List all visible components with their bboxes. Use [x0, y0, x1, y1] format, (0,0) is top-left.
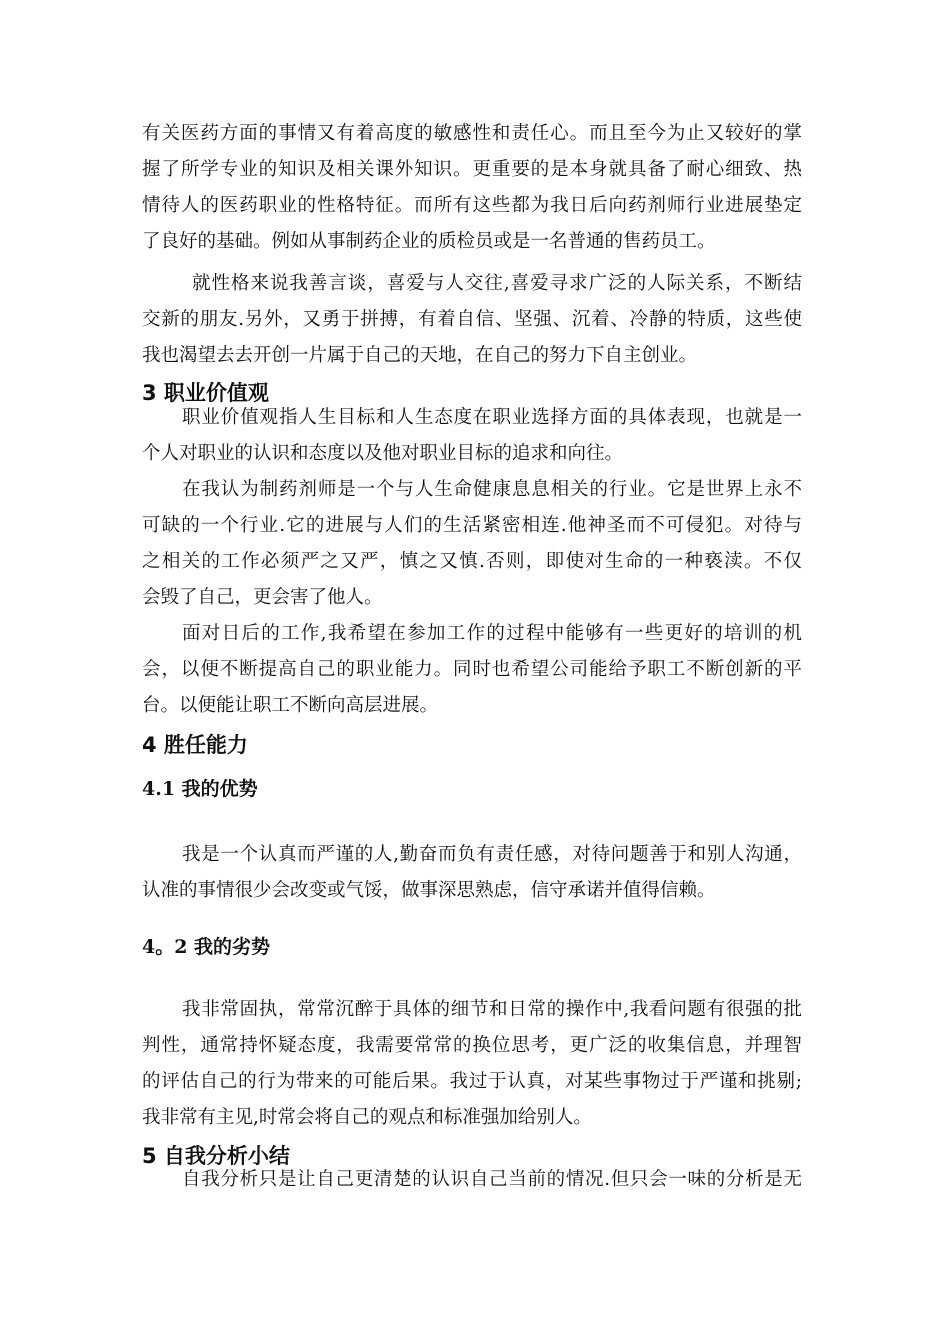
paragraph-line: 情待人的医药职业的性格特征。而所有这些都为我日后向药剂师行业进展垫定: [142, 195, 802, 216]
section-heading-3: 3 职业价值观: [142, 381, 269, 405]
paragraph-line: 交新的朋友.另外，又勇于拼搏，有着自信、坚强、沉着、冷静的特质，这些使: [142, 309, 802, 330]
paragraph-line: 自我分析只是让自己更清楚的认识自己当前的情况.但只会一味的分析是无: [182, 1169, 802, 1190]
paragraph-line: 职业价值观指人生目标和人生态度在职业选择方面的具体表现，也就是一: [182, 407, 802, 428]
section-heading-5: 5 自我分析小结: [142, 1144, 290, 1168]
paragraph-line: 就性格来说我善言谈，喜爱与人交往,喜爱寻求广泛的人际关系，不断结: [192, 273, 802, 294]
paragraph-line: 会，以便不断提高自己的职业能力。同时也希望公司能给予职工不断创新的平: [142, 659, 802, 680]
paragraph-line: 在我认为制药剂师是一个与人生命健康息息相关的行业。它是世界上永不: [182, 479, 802, 500]
paragraph-line: 我是一个认真而严谨的人,勤奋而负有责任感，对待问题善于和别人沟通，: [182, 844, 802, 865]
paragraph-line: 握了所学专业的知识及相关课外知识。更重要的是本身就具备了耐心细致、热: [142, 159, 802, 180]
paragraph-line: 有关医药方面的事情又有着高度的敏感性和责任心。而且至今为止又较好的掌: [142, 123, 802, 144]
paragraph-line: 之相关的工作必须严之又严，慎之又慎.否则，即使对生命的一种亵渎。不仅: [142, 551, 802, 572]
subsection-heading-4-1: 4.1 我的优势: [142, 778, 258, 800]
subsection-heading-4-2: 4。2 我的劣势: [142, 936, 271, 958]
section-heading-4: 4 胜任能力: [142, 733, 248, 757]
paragraph-line: 个人对职业的认识和态度以及他对职业目标的追求和向往。: [142, 443, 624, 464]
paragraph-line: 判性，通常持怀疑态度，我需要常常的换位思考，更广泛的收集信息，并理智: [142, 1035, 802, 1056]
paragraph-line: 面对日后的工作,我希望在参加工作的过程中能够有一些更好的培训的机: [182, 623, 802, 644]
paragraph-line: 认准的事情很少会改变或气馁，做事深思熟虑，信守承诺并值得信赖。: [142, 880, 716, 901]
paragraph-line: 我也渴望去去开创一片属于自己的天地，在自己的努力下自主创业。: [142, 345, 698, 366]
paragraph-line: 我非常有主见,时常会将自己的观点和标准强加给别人。: [142, 1107, 592, 1128]
paragraph-line: 台。以便能让职工不断向高层进展。: [142, 695, 439, 716]
paragraph-line: 我非常固执，常常沉醉于具体的细节和日常的操作中,我看问题有很强的批: [182, 999, 802, 1020]
paragraph-line: 会毁了自己，更会害了他人。: [142, 587, 383, 608]
paragraph-line: 的评估自己的行为带来的可能后果。我过于认真，对某些事物过于严谨和挑剔;: [142, 1071, 802, 1092]
paragraph-line: 可缺的一个行业.它的进展与人们的生活紧密相连.他神圣而不可侵犯。对待与: [142, 515, 802, 536]
paragraph-line: 了良好的基础。例如从事制药企业的质检员或是一名普通的售药员工。: [142, 231, 716, 252]
